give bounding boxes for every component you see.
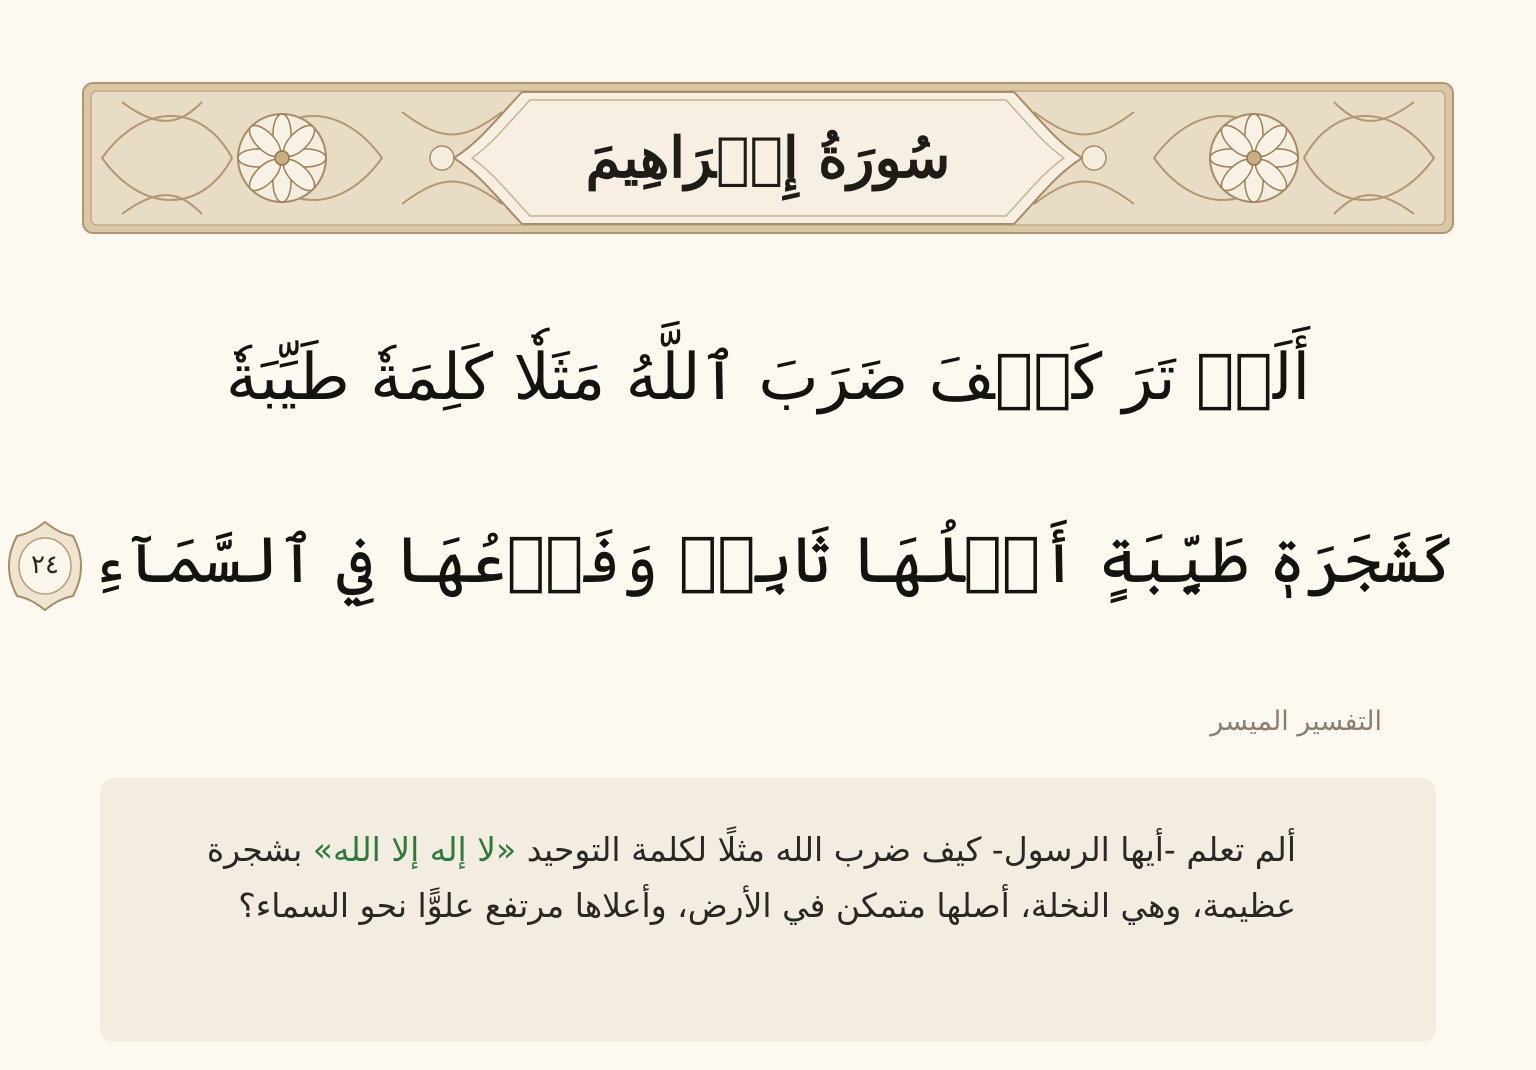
ayah-line-2 bbox=[31, 506, 1456, 616]
tafsir-panel bbox=[100, 778, 1436, 1042]
ayah-number-marker bbox=[7, 520, 83, 612]
ayah-line-2-text: كَشَجَرَةٖ طَيِّبَةٍ أَصۡلُهَا ثَابِتٞ وَفَرۡعُهَا فِي ٱلسَّمَآءِ bbox=[91, 524, 1456, 598]
tafsir-label: التفسير الميسر bbox=[1210, 706, 1382, 737]
tafsir-quote: «لا إله إلا الله» bbox=[312, 830, 517, 869]
surah-header-banner bbox=[82, 82, 1454, 234]
tafsir-text bbox=[180, 822, 1296, 934]
ayah-line-1: أَلَمۡ تَرَ كَيۡفَ ضَرَبَ ٱللَّهُ مَثَلٗا كَلِمَةٗ طَيِّبَةٗ bbox=[225, 341, 1311, 415]
ayah-number: ٢٤ bbox=[31, 549, 59, 580]
tafsir-text-before: ألم تعلم -أيها الرسول- كيف ضرب الله مثلًا لكلمة التوحيد bbox=[516, 830, 1296, 869]
tafsir-text-after: بشجرة عظيمة، وهي النخلة، أصلها متمكن في الأرض، وأعلاها مرتفع علوًّا نحو السماء؟ bbox=[206, 830, 1296, 925]
surah-title: سُورَةُ إِبۡرَاهِيمَ bbox=[585, 125, 951, 191]
